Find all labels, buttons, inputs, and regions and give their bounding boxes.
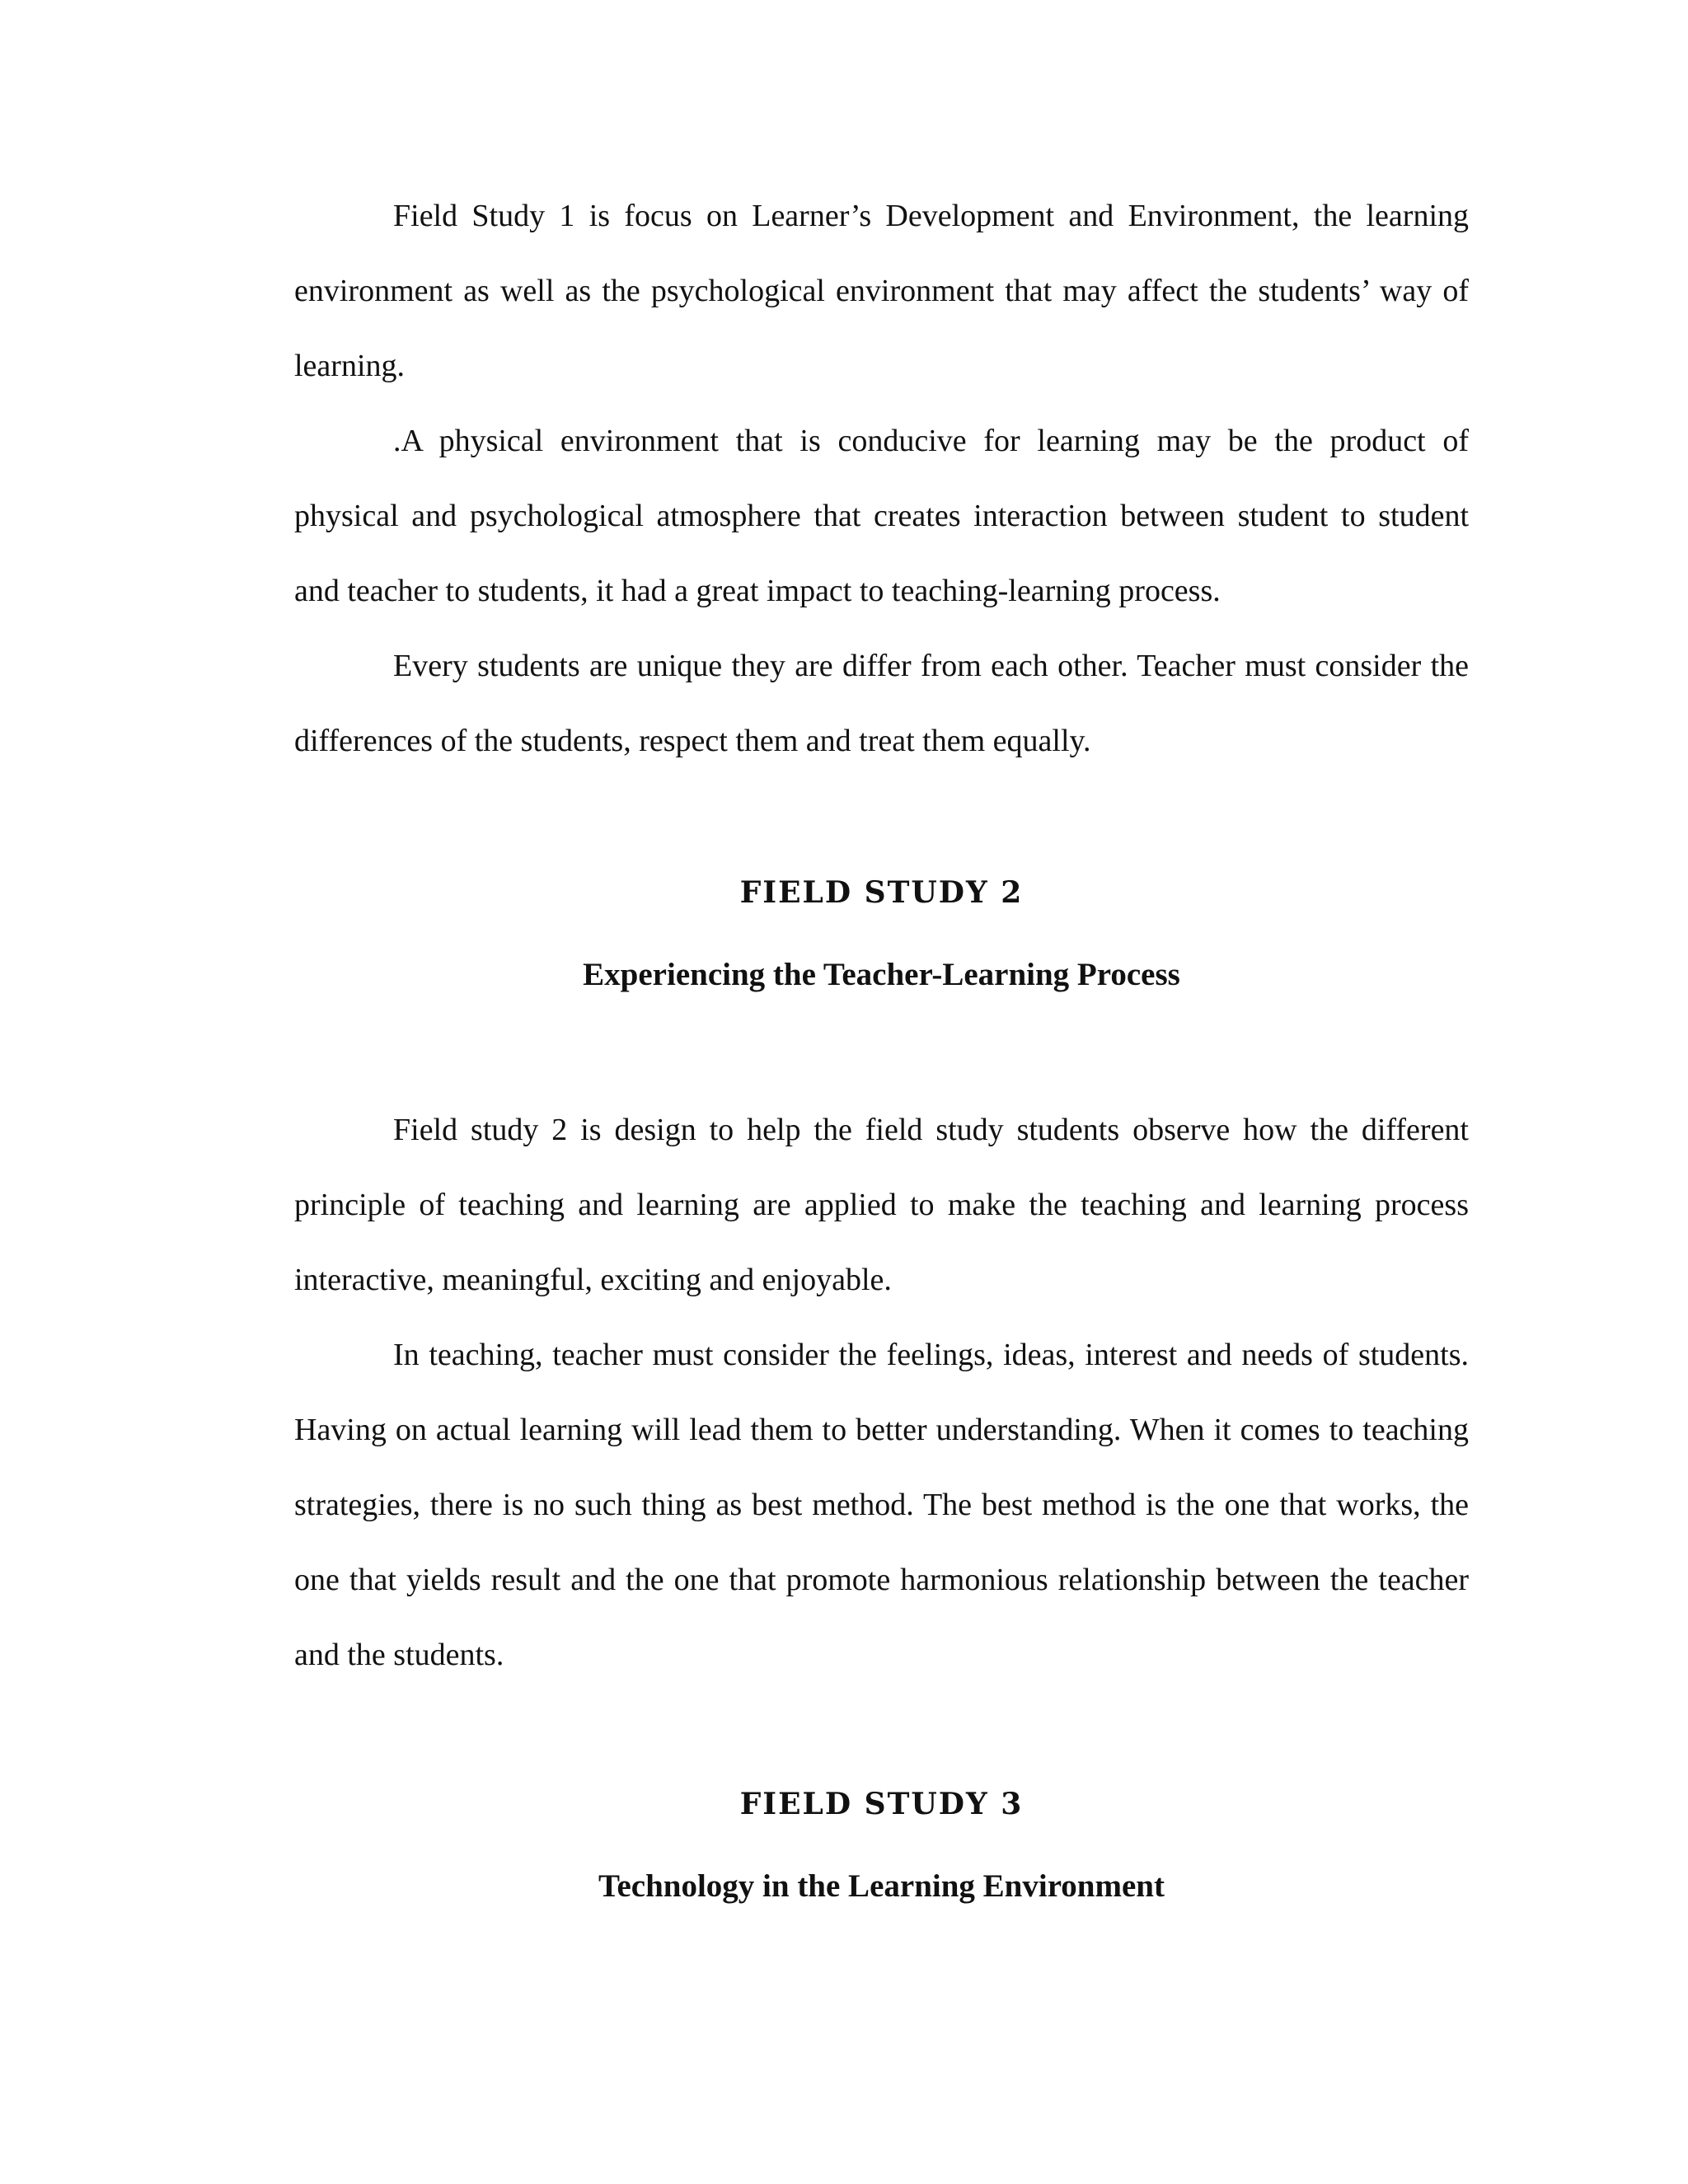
section-2-subheading: Experiencing the Teacher-Learning Process — [583, 957, 1180, 992]
section-2-heading: FIELD STUDY 2 — [739, 875, 1024, 910]
section-2-body — [294, 1093, 1469, 1693]
paragraph: In teaching, teacher must consider the feelings, ideas, interest and needs of students. Having on actual learning will lead them to better understanding. When it comes to teaching strategies, there is no such thing as best method. The best method is the one that works, the one that yields result and the one that promote harmonious relationship between the teacher and the students. — [294, 1338, 1469, 1672]
section-3-heading: FIELD STUDY 3 — [739, 1787, 1024, 1821]
paragraph: .A physical environment that is conducive for learning may be the product of physical and psychological atmosphere that creates interaction between student to student and teacher to students, it had a great impact to teaching-learning process. — [294, 424, 1469, 608]
paragraph: Field study 2 is design to help the field study students observe how the different principle of teaching and learning are applied to make the teaching and learning process interactive, meaningful, exciting and enjoyable. — [294, 1113, 1469, 1297]
paragraph: Every students are unique they are differ from each other. Teacher must consider the differences of the students, respect them and treat them equally. — [294, 649, 1469, 758]
document-page — [294, 0, 1469, 2184]
paragraph: Field Study 1 is focus on Learner’s Development and Environment, the learning environment as well as the psychological environment that may affect the students’ way of learning. — [294, 199, 1469, 383]
section-3-subheading: Technology in the Learning Environment — [598, 1868, 1165, 1904]
section-1-body — [294, 179, 1469, 779]
